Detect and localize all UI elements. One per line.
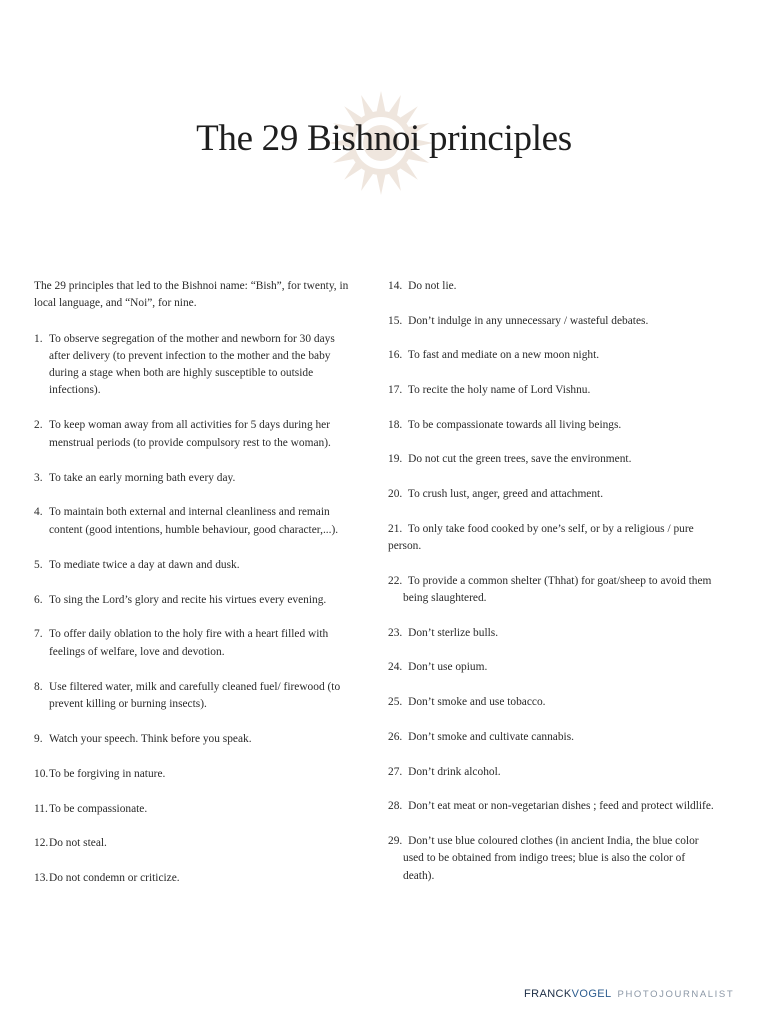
principle-number: 6. — [34, 593, 43, 606]
principle-text: To be forgiving in nature. — [49, 767, 166, 780]
principle-item — [34, 731, 352, 748]
principle-number: 28. — [388, 800, 403, 813]
principle-item — [34, 801, 352, 818]
principle-text: Do not cut the green trees, save the environment. — [408, 453, 632, 466]
principle-item — [388, 798, 718, 815]
principle-item — [388, 278, 718, 295]
page-title: The 29 Bishnoi principles — [196, 118, 572, 159]
footer-role: PHOTOJOURNALIST — [617, 989, 735, 1000]
principle-number: 11. — [34, 802, 48, 815]
principle-number: 7. — [34, 628, 43, 641]
principle-item — [34, 417, 352, 452]
principle-number: 15. — [388, 314, 403, 327]
principle-text: Don’t smoke and cultivate cannabis. — [408, 730, 574, 743]
principle-item — [388, 659, 718, 676]
sunburst-ray — [376, 173, 386, 195]
principle-item — [34, 470, 352, 487]
principle-number: 2. — [34, 419, 43, 432]
principle-item — [388, 729, 718, 746]
principle-text: To maintain both external and internal cleanliness and remain content (good intentions, humble behaviour, good character,...). — [49, 506, 339, 536]
principle-number: 29. — [388, 834, 403, 847]
principle-item — [34, 870, 352, 887]
principle-number: 12. — [34, 837, 49, 850]
principle-text: Don’t smoke and use tobacco. — [408, 696, 546, 709]
principle-item — [388, 347, 718, 364]
left-column — [34, 278, 352, 905]
principle-number: 4. — [34, 506, 43, 519]
principle-text: To offer daily oblation to the holy fire with a heart filled with feelings of welfare, love and devotion. — [49, 628, 329, 658]
principle-item — [388, 486, 718, 503]
principle-number: 13. — [34, 872, 49, 885]
principle-number: 8. — [34, 680, 43, 693]
principle-text: To sing the Lord’s glory and recite his virtues every evening. — [49, 593, 327, 606]
principle-item — [34, 766, 352, 783]
footer-name-last: VOGEL — [571, 988, 612, 1000]
principle-number: 27. — [388, 765, 403, 778]
principle-number: 17. — [388, 384, 403, 397]
principle-number: 23. — [388, 626, 403, 639]
principle-number: 3. — [34, 471, 43, 484]
principle-item — [388, 833, 718, 885]
principle-text: Do not condemn or criticize. — [49, 872, 180, 885]
sunburst-ray — [376, 91, 386, 113]
principle-number: 5. — [34, 558, 43, 571]
principle-text: To fast and mediate on a new moon night. — [407, 349, 600, 362]
principle-text: Watch your speech. Think before you speak. — [49, 732, 252, 745]
principles-list-right — [388, 278, 718, 885]
principle-item — [34, 592, 352, 609]
principle-text: To keep woman away from all activities for 5 days during her menstrual periods (to provide compulsory rest to the woman). — [49, 419, 331, 449]
principle-item — [388, 625, 718, 642]
principle-item — [34, 835, 352, 852]
principle-text: To be compassionate. — [49, 802, 148, 815]
principle-text: Don’t use opium. — [408, 661, 488, 674]
principle-item — [34, 557, 352, 574]
principle-item — [388, 382, 718, 399]
principle-text: Don’t drink alcohol. — [408, 765, 501, 778]
right-column — [388, 278, 718, 902]
principle-item — [388, 417, 718, 434]
principle-item — [34, 626, 352, 661]
principle-text: To recite the holy name of Lord Vishnu. — [407, 384, 591, 397]
footer-name-first: FRANCK — [524, 988, 572, 1000]
intro-paragraph: The 29 principles that led to the Bishnoi name: “Bish”, for twenty, in local language, and “Noi”, for nine. — [34, 280, 349, 310]
principle-text: To mediate twice a day at dawn and dusk. — [49, 558, 240, 571]
principle-number: 1. — [34, 332, 43, 345]
principle-text: To take an early morning bath every day. — [49, 471, 236, 484]
footer-credit — [524, 988, 734, 1000]
principle-text: To only take food cooked by one’s self, or by a religious / pure person. — [388, 522, 694, 553]
principle-number: 24. — [388, 661, 403, 674]
principle-text: Don’t indulge in any unnecessary / wasteful debates. — [408, 314, 649, 327]
principle-item — [388, 451, 718, 468]
principle-text: Do not lie. — [408, 280, 457, 292]
principle-number: 14. — [388, 280, 403, 292]
principle-item — [388, 521, 718, 556]
principles-list-left — [34, 331, 352, 888]
principle-item — [388, 313, 718, 330]
principle-number: 26. — [388, 730, 403, 743]
principle-number: 21. — [388, 522, 403, 535]
principle-text: To observe segregation of the mother and newborn for 30 days after delivery (to prevent infection to the mother and the baby during a stage when both are highly susceptible to outside infections). — [49, 332, 335, 397]
principle-text: Don’t sterlize bulls. — [408, 626, 499, 639]
principle-text: To be compassionate towards all living beings. — [407, 418, 622, 431]
principle-item — [388, 764, 718, 781]
principle-number: 22. — [388, 574, 403, 587]
principle-item — [34, 679, 352, 714]
principle-text: Do not steal. — [49, 837, 107, 850]
principle-item — [388, 694, 718, 711]
principle-item — [34, 331, 352, 400]
principle-number: 10. — [34, 767, 49, 780]
principle-number: 20. — [388, 488, 403, 501]
principle-item — [34, 504, 352, 539]
principle-text: Don’t eat meat or non-vegetarian dishes ; feed and protect wildlife. — [408, 800, 714, 813]
principle-text: To crush lust, anger, greed and attachment. — [407, 488, 604, 501]
principle-text: Use filtered water, milk and carefully cleaned fuel/ firewood (to prevent killing or burning insects). — [49, 680, 341, 710]
principle-item — [388, 573, 718, 608]
principle-number: 19. — [388, 453, 403, 466]
principle-number: 16. — [388, 349, 403, 362]
principle-number: 9. — [34, 732, 43, 745]
principle-text: To provide a common shelter (Thhat) for goat/sheep to avoid them being slaughtered. — [403, 574, 712, 605]
principle-number: 25. — [388, 696, 403, 709]
principle-text: Don’t use blue coloured clothes (in ancient India, the blue color used to be obtained from indigo trees; blue is also the color of death). — [403, 834, 699, 882]
principle-number: 18. — [388, 418, 403, 431]
